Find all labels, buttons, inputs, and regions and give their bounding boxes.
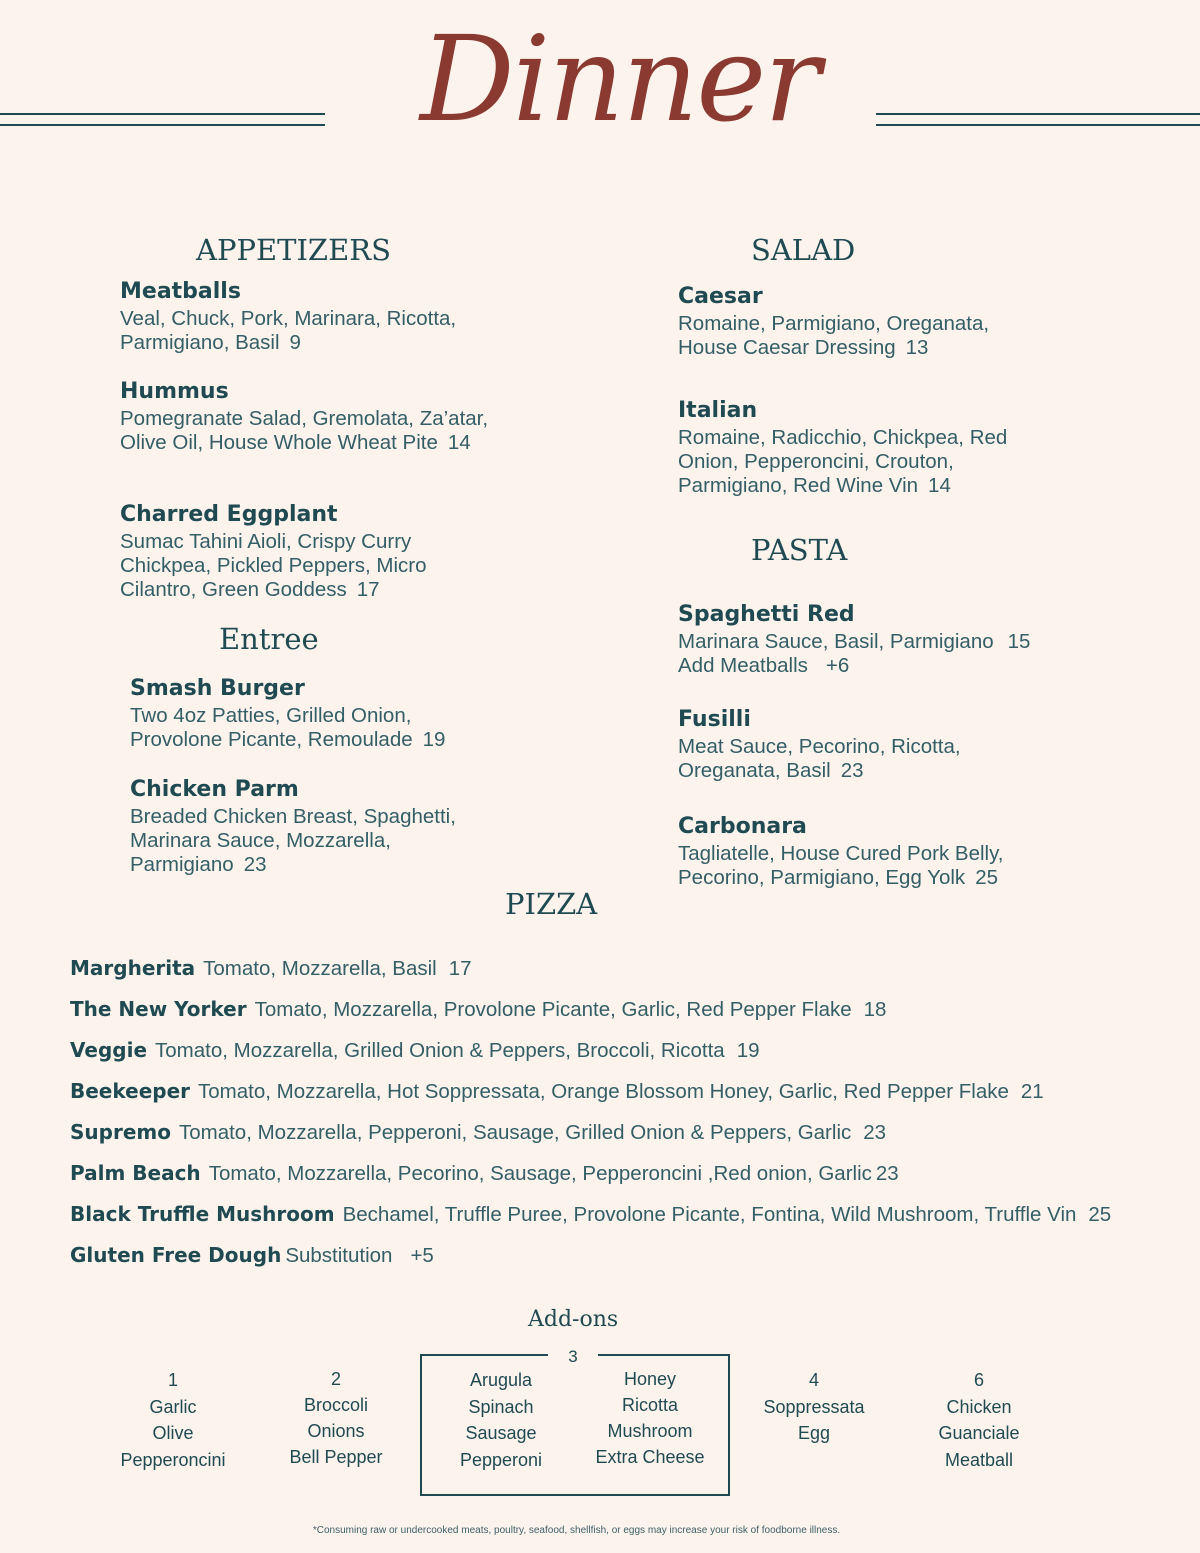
- item-price: 21: [1020, 1080, 1044, 1103]
- item-description: Bechamel, Truffle Puree, Provolone Picante, Fontina, Wild Mushroom, Truffle Vin: [342, 1203, 1077, 1226]
- item-price: 25: [1088, 1203, 1112, 1226]
- addon-group-4: [739, 1367, 889, 1447]
- item-price: 23: [840, 759, 864, 782]
- item-description: Sumac Tahini Aioli, Crispy Curry Chickpea, Pickled Peppers, Micro Cilantro, Green Goddess 17: [120, 530, 427, 601]
- pasta-heading: PASTA: [751, 533, 848, 567]
- addon-group-6: [904, 1367, 1054, 1473]
- item-description: Veal, Chuck, Pork, Marinara, Ricotta, Parmigiano, Basil 9: [120, 307, 457, 354]
- item-name: Fusilli: [678, 707, 751, 732]
- item-extra-price: +6: [825, 654, 850, 677]
- addon-price: 1: [167, 1370, 178, 1390]
- menu-item: [678, 600, 1098, 678]
- item-price: 13: [905, 336, 929, 359]
- addon-item: Guanciale: [938, 1423, 1020, 1443]
- item-name: Caesar: [678, 284, 763, 309]
- item-name: Spaghetti Red: [678, 602, 855, 627]
- item-price: 19: [422, 728, 446, 751]
- item-description: Two 4oz Patties, Grilled Onion, Provolone Picante, Remoulade 19: [130, 704, 446, 751]
- addon-item: Arugula: [469, 1370, 533, 1390]
- addon-item: Spinach: [468, 1396, 534, 1417]
- addon-item: Soppressata: [763, 1396, 865, 1417]
- item-name: Charred Eggplant: [120, 502, 338, 527]
- pizza-item: [70, 994, 1180, 1025]
- item-price: +5: [410, 1244, 434, 1267]
- header-rule-right: [876, 113, 1200, 125]
- menu-item: [120, 500, 540, 602]
- item-name: Veggie: [70, 1038, 148, 1062]
- addon-item: Meatball: [944, 1449, 1014, 1470]
- addon-price: 4: [808, 1370, 819, 1390]
- item-description: Tomato, Mozzarella, Grilled Onion & Peppers, Broccoli, Ricotta: [155, 1039, 725, 1062]
- menu-item: [678, 282, 1098, 360]
- pizza-heading: PIZZA: [505, 887, 598, 921]
- item-name: The New Yorker: [70, 997, 247, 1021]
- addon-group-2: [261, 1366, 411, 1470]
- item-description: Tomato, Mozzarella, Hot Soppressata, Orange Blossom Honey, Garlic, Red Pepper Flake: [198, 1080, 1009, 1103]
- pizza-item: [70, 1035, 1180, 1066]
- item-name: Smash Burger: [130, 676, 305, 701]
- item-description: Tomato, Mozzarella, Pecorino, Sausage, Pepperoncini ,Red onion, Garlic: [208, 1162, 872, 1185]
- item-description: Breaded Chicken Breast, Spaghetti, Marinara Sauce, Mozzarella, Parmigiano 23: [130, 805, 456, 876]
- pizza-item: [70, 1199, 1180, 1230]
- addon-item: Onions: [307, 1421, 365, 1441]
- item-price: 18: [863, 998, 887, 1021]
- menu-item: [120, 377, 540, 455]
- item-name: Margherita: [70, 956, 196, 980]
- addon-item: Olive: [152, 1423, 194, 1443]
- item-description: Tomato, Mozzarella, Pepperoni, Sausage, Grilled Onion & Peppers, Garlic: [178, 1121, 852, 1144]
- item-name: Black Truffle Mushroom: [70, 1202, 335, 1226]
- pizza-item: [70, 1158, 1180, 1189]
- addon-item: Mushroom: [607, 1421, 693, 1441]
- item-price: 17: [356, 578, 380, 601]
- addon-item: Extra Cheese: [595, 1447, 705, 1467]
- item-name: Hummus: [120, 379, 229, 404]
- item-price: 9: [289, 331, 301, 354]
- item-description: Pomegranate Salad, Gremolata, Za’atar, Olive Oil, House Whole Wheat Pite 14: [120, 407, 489, 454]
- addon-item: Sausage: [465, 1423, 537, 1443]
- item-price: 19: [736, 1039, 760, 1062]
- addon-group-1: [98, 1367, 248, 1473]
- addons-heading: Add-ons: [528, 1307, 619, 1332]
- item-description: Tomato, Mozzarella, Basil: [203, 957, 437, 980]
- item-name: Gluten Free Dough: [70, 1243, 282, 1267]
- item-extra: Add Meatballs +6: [678, 654, 850, 677]
- addon-group-3-right: [575, 1366, 725, 1470]
- entree-heading: Entree: [219, 622, 319, 656]
- item-price: 23: [875, 1162, 899, 1185]
- menu-item: [678, 812, 1098, 890]
- addon-item: Honey: [623, 1369, 677, 1389]
- menu-item: [130, 674, 550, 752]
- item-description: Substitution: [285, 1244, 393, 1267]
- salad-heading: SALAD: [751, 233, 856, 267]
- menu-item: [130, 775, 550, 877]
- addon-price: 3: [548, 1346, 598, 1368]
- pizza-item: [70, 1117, 1180, 1148]
- item-name: Meatballs: [120, 279, 241, 304]
- item-price: 23: [863, 1121, 887, 1144]
- item-description: Romaine, Radicchio, Chickpea, Red Onion, Pepperoncini, Crouton, Parmigiano, Red Wine Vin 14: [678, 426, 1008, 497]
- addon-item: Broccoli: [303, 1395, 369, 1415]
- disclaimer: *Consuming raw or undercooked meats, poultry, seafood, shellfish, or eggs may increase your risk of foodborne illness.: [312, 1525, 841, 1536]
- menu-item: [120, 277, 540, 355]
- appetizers-heading: APPETIZERS: [196, 233, 391, 267]
- menu-title: Dinner: [420, 10, 819, 148]
- header-rule-left: [0, 113, 325, 125]
- item-name: Chicken Parm: [130, 777, 299, 802]
- addon-group-3-left: [426, 1367, 576, 1473]
- item-name: Italian: [678, 398, 758, 423]
- menu-item: [678, 396, 1098, 498]
- item-description: Tagliatelle, House Cured Pork Belly, Pecorino, Parmigiano, Egg Yolk 25: [678, 842, 1004, 889]
- pizza-item: [70, 1076, 1180, 1107]
- addon-item: Bell Pepper: [289, 1447, 383, 1467]
- item-price: 17: [448, 957, 472, 980]
- item-price: 14: [928, 474, 951, 497]
- addon-item: Egg: [797, 1423, 831, 1443]
- addon-item: Garlic: [149, 1396, 197, 1417]
- item-description: Romaine, Parmigiano, Oreganata, House Caesar Dressing 13: [678, 312, 990, 359]
- addon-item: Pepperoni: [459, 1449, 543, 1470]
- menu-item: [678, 705, 1098, 783]
- addon-item: Ricotta: [621, 1395, 679, 1415]
- pizza-item: [70, 953, 1180, 984]
- pizza-item: [70, 1240, 1180, 1271]
- addon-price: 2: [330, 1369, 341, 1389]
- item-price: 23: [243, 853, 267, 876]
- item-name: Supremo: [70, 1120, 171, 1144]
- item-name: Beekeeper: [70, 1079, 191, 1103]
- item-name: Carbonara: [678, 814, 807, 839]
- addon-price: 6: [973, 1370, 984, 1390]
- item-name: Palm Beach: [70, 1161, 201, 1185]
- item-description: Marinara Sauce, Basil, Parmigiano 15: [678, 630, 1031, 653]
- addon-item: Chicken: [946, 1396, 1012, 1417]
- item-price: 15: [1007, 630, 1031, 653]
- item-description: Tomato, Mozzarella, Provolone Picante, Garlic, Red Pepper Flake: [254, 998, 852, 1021]
- item-price: 14: [447, 431, 471, 454]
- item-description: Meat Sauce, Pecorino, Ricotta, Oreganata, Basil 23: [678, 735, 961, 782]
- addon-item: Pepperoncini: [120, 1449, 226, 1470]
- item-price: 25: [975, 866, 998, 889]
